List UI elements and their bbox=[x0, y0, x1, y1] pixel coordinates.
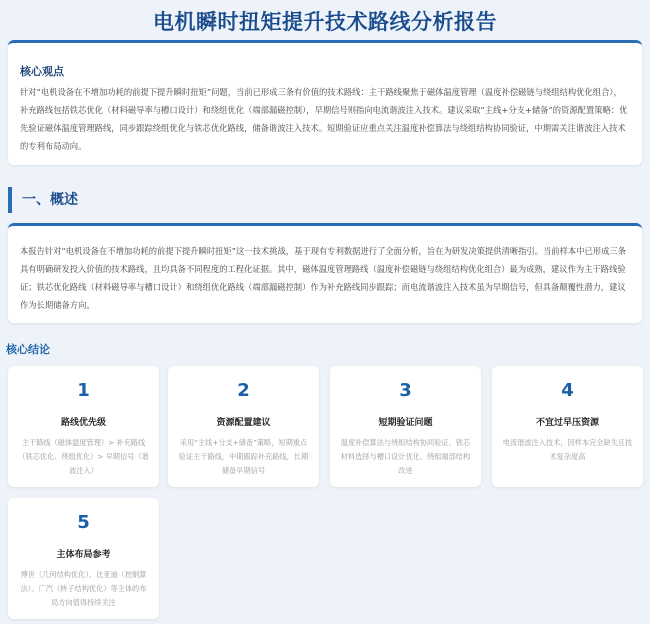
conclusion-title: 短期验证问题 bbox=[378, 418, 433, 428]
conclusion-number: 4 bbox=[561, 380, 574, 401]
conclusion-title: 路线优先级 bbox=[60, 418, 106, 428]
conclusion-number: 5 bbox=[77, 512, 90, 533]
page-title: 电机瞬时扭矩提升技术路线分析报告 bbox=[153, 10, 497, 34]
conclusion-number: 1 bbox=[77, 380, 90, 401]
conclusion-desc: 温度补偿算法与绕组结构协同验证、铁芯材料选择与槽口设计优化、绕组端部结构改进 bbox=[340, 438, 471, 475]
conclusion-title: 资源配置建议 bbox=[216, 418, 271, 428]
conclusion-number: 2 bbox=[237, 380, 250, 401]
conclusion-desc: 电流谐波注入技术，因样本完全缺失且技术复杂度高 bbox=[502, 438, 633, 461]
core-view-card bbox=[8, 40, 642, 165]
core-view-heading: 核心观点 bbox=[20, 65, 64, 78]
conclusion-title: 主体布局参考 bbox=[56, 550, 111, 560]
conclusion-desc: 博世（几何结构优化）、比亚迪（控制算法）、广汽（转子结构优化）等主体的布局方向值得持续关注 bbox=[20, 570, 147, 607]
conclusion-card bbox=[168, 366, 319, 487]
conclusion-title: 不宜过早压资源 bbox=[535, 418, 599, 428]
section-heading-overview: 一、概述 bbox=[8, 187, 78, 213]
conclusion-card bbox=[8, 498, 159, 619]
conclusion-card bbox=[492, 366, 643, 487]
conclusion-number: 3 bbox=[399, 380, 412, 401]
overview-card bbox=[8, 223, 642, 323]
conclusion-desc: 采用“主线+分支+储备”策略，短期重点验证主干路线，中期跟踪补充路线，长期储备早期信号 bbox=[178, 438, 309, 475]
overview-text: 本报告针对“电机设备在不增加功耗的前提下提升瞬时扭矩”这一技术挑战，基于现有专利数据进行了全面分析，旨在为研发决策提供清晰指引。当前样本中已形成三条具有明确研发投入价值的技术路线，且均具备不同程度的工程化证据。其中，磁体温度管理路线（温度补偿磁链与绕组结构优化组合）最为成熟，建议作为主干路线验证；铁芯优化路线（材料磁导率与槽口设计）和绕组优化路线（端部漏磁控制）作为补充路线同步跟踪；而电流谐波注入技术虽为早期信号，但具备颠覆性潜力，建议作为长期储备方向。 bbox=[20, 246, 626, 310]
core-view-text: 针对“电机设备在不增加功耗的前提下提升瞬时扭矩”问题，当前已形成三条有价值的技术路线：主干路线聚焦于磁体温度管理（温度补偿磁链与绕组结构优化组合），补充路线包括铁芯优化（材料磁导率与槽口设计）和绕组优化（端部漏磁控制），早期信号则指向电流谐波注入技术。建议采取“主线+分支+储备”的资源配置策略：优先验证磁体温度管理路线，同步跟踪绕组优化与铁芯优化路线，储备谐波注入技术。短期验证应重点关注温度补偿算法与绕组结构协同验证，中期需关注谐波注入技术的专利布局动向。 bbox=[20, 87, 628, 151]
conclusion-card bbox=[330, 366, 481, 487]
conclusion-card bbox=[8, 366, 159, 487]
conclusion-desc: 主干路线（磁体温度管理）> 补充路线（铁芯优化、绕组优化）> 早期信号（谐波注入） bbox=[18, 438, 149, 475]
conclusions-heading: 核心结论 bbox=[6, 343, 50, 356]
